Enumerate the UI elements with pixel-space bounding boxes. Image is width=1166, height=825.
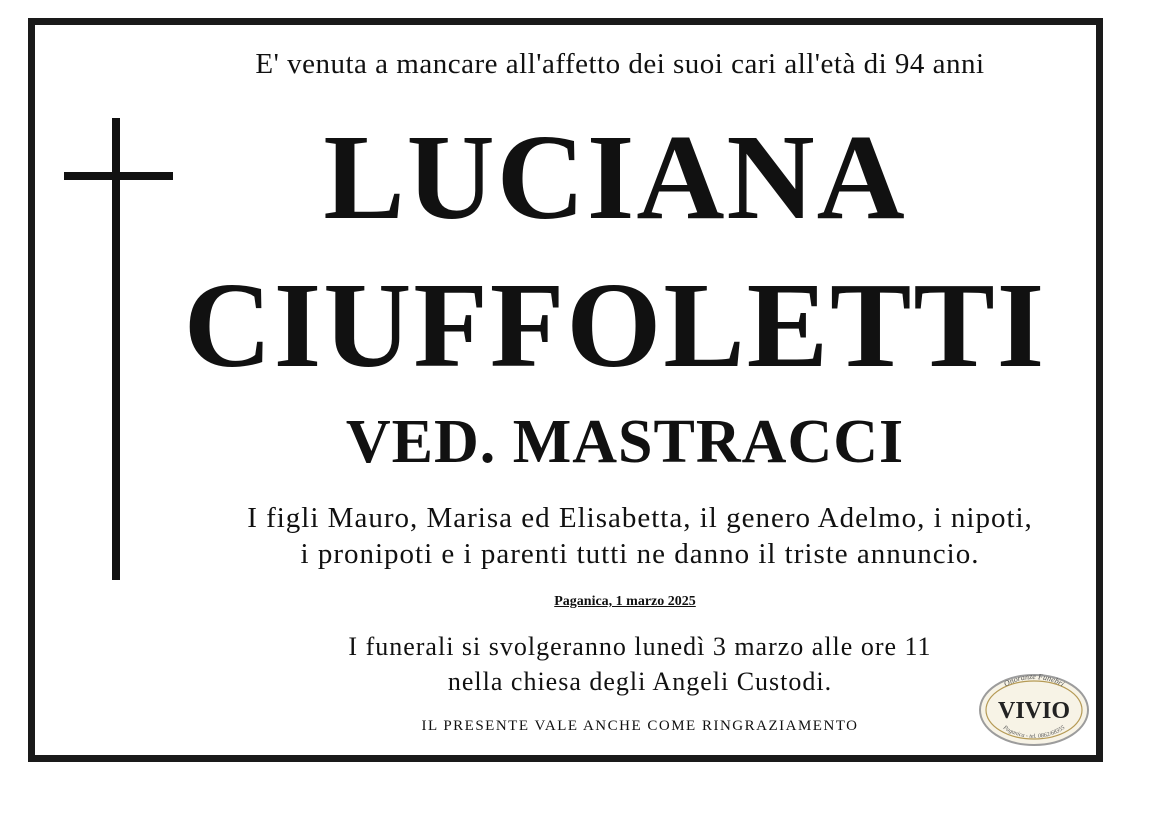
intro-line: E' venuta a mancare all'affetto dei suoi cari all'età di 94 anni: [255, 48, 985, 80]
stamp-bottom-text: Paganica - tel. 0862/68355: [1001, 724, 1067, 740]
stamp-top-text: Onoranze Funebri: [1002, 673, 1066, 689]
funeral-info-line-2: nella chiesa degli Angeli Custodi.: [447, 667, 833, 696]
funeral-info-line-1: I funerali si svolgeranno lunedì 3 marzo alle ore 11: [348, 632, 932, 661]
place-and-date: Paganica, 1 marzo 2025: [554, 594, 696, 609]
stamp-name: VIVIO: [997, 698, 1071, 724]
deceased-last-name: CIUFFOLETTI: [183, 258, 1047, 393]
deceased-first-name: LUCIANA: [323, 110, 907, 245]
cross-icon: [112, 118, 120, 580]
funeral-home-stamp-logo: [978, 673, 1090, 747]
cross-icon-arm: [64, 172, 173, 180]
thanks-note: IL PRESENTE VALE ANCHE COME RINGRAZIAMENTO: [421, 718, 859, 734]
announcement-line-1: I figli Mauro, Marisa ed Elisabetta, il genero Adelmo, i nipoti,: [247, 502, 1033, 534]
announcement-line-2: i pronipoti e i parenti tutti ne danno il triste annuncio.: [300, 538, 980, 570]
widow-of-line: VED. MASTRACCI: [345, 408, 905, 476]
